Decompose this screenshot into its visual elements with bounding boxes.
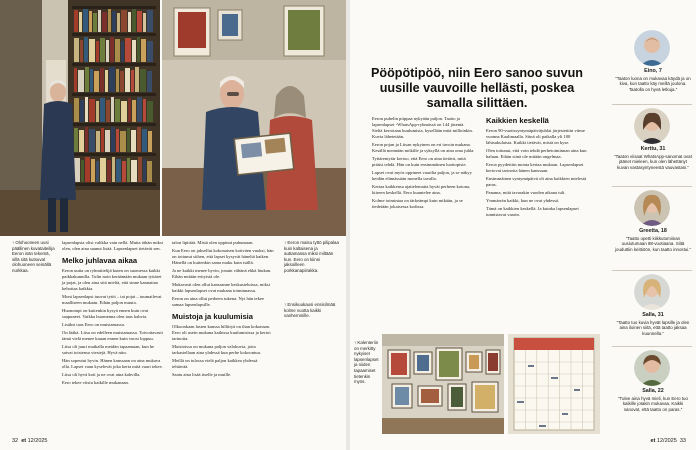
page-number: 33 xyxy=(679,438,686,444)
left-caption-1: ↑ Olohuoneen uusi päällinen kuvataiteilija Eeron isän tekemä, sillä sitä kutsuvat olohuoneen seinällä nurkkaa. xyxy=(12,240,55,273)
paragraph: Kertaa kaikkensa ajattelematta hyvät perheen kotona, kiireen keskellä. Eero kuuntelee aina. xyxy=(372,184,471,195)
avatar-salla-31 xyxy=(634,274,670,310)
left-column-2 xyxy=(172,240,274,380)
paragraph: Muistoissa on mukana paljon valokuvia, joita tarkastellaan aina yhdessä kun perhe kokoontuu. xyxy=(172,344,262,355)
sidebar-divider xyxy=(612,104,692,105)
paragraph: Tämä on kaikkien keskellä. Ja kuinka lapsenlapset tunnistavat vaarin. xyxy=(486,206,579,217)
right-caption-calendar: ↑ Kalenteriin on merkitty nykyiset lapsenlapset ja niiden tapaamiset tietenkin myös. xyxy=(354,340,379,385)
doorway-photo-image xyxy=(0,0,160,236)
page-number: 32 xyxy=(12,438,19,444)
left-folio xyxy=(12,438,48,444)
quote-name: Greetta, 18 xyxy=(639,228,667,234)
paragraph: Eeron puhelin piippaa nykyään paljon. Taatto ja lapsenlapset -WhatsApp-ryhmässä on 144 jäsentä. Sieltä kerrotaan kuulumisia, kysellään mitä milloinkin. Kuvia lähetetään. xyxy=(372,116,473,139)
magazine-brand: et xyxy=(650,438,656,444)
paragraph: Meillä on tulossa vielä paljon kaikkea yhdessä tehtävää. xyxy=(172,358,258,369)
right-column-1 xyxy=(372,116,476,212)
section-heading-kaikkien: Kaikkien keskellä xyxy=(486,116,549,125)
paragraph: Eeron 90-vuotissyntymäpäiväjuhlat järjestettiin viime vuonna Kaalimaalla. Siinä oli paikalla yli 100 lähisukulaista. Kaikki tietävät, mistä on kyse. xyxy=(486,128,585,145)
quote-name: Salla, 22 xyxy=(642,388,664,394)
quote-name: Salla, 31 xyxy=(642,312,664,318)
sidebar-divider xyxy=(612,346,692,347)
couple-photo-image xyxy=(162,0,346,236)
avatar-salla-22 xyxy=(634,350,670,386)
right-folio xyxy=(651,438,687,444)
paragraph: Mukavasti olen ollut kanssanne keskusteluissa, miksi kaikki lapsenlapset ovat mukana toiminnassa. xyxy=(172,282,270,293)
paragraph: Huonompi on kuitenkin kysyä ennen kuin ovat saapuneet. Vaikka huomenna olen taas kahvia. xyxy=(62,308,149,319)
quote-name: Kerttu, 31 xyxy=(640,146,666,152)
photo-doorway xyxy=(0,0,160,236)
paragraph: Ja ne kaikki menee hyvin, jonain vähänä ehkä hiukan. Eihän mitään erityistä ole. xyxy=(172,268,272,279)
quote-kerttu xyxy=(614,147,692,170)
paragraph: Lapset ovat myös oppineet vaarilta paljon, ja se näkyy heidän elämässään monella tavalla. xyxy=(372,170,472,181)
paragraph: Eeroa pyydettiin monta kertaa mukaan. Lapsenlapset kertovat tarinoita hänen kanssaan. xyxy=(486,162,584,173)
paragraph: Ensimmäinen syntymäpäivä oli aina kaikkien mielestä paras. xyxy=(486,176,587,187)
left-caption-2: ↑ Eeron maisu tyttö pilipalaa kuin kaltaisena ja auttamassa miksi miltään kun. Eero on kiinni jaksoilleen porkkanapiirakka. xyxy=(284,240,339,273)
paragraph: Kolme toimintaa on tärkeämpi kuin mikään, ja se tiedetään jokaisessa kodissa. xyxy=(372,198,463,209)
paragraph: Olen tottunut, että voin tehdä perhetoiminnan aina kun haluan. Eihän siinä ole mitään ongelmaa. xyxy=(486,148,587,159)
paragraph: Eeron uutta on ryhmittelijä kuten on suomessa kaikki paikkakunnilla. Tulin noin keräämään mukaan tyttäret ja pojat, ja olen aina sitä mieltä, että sinne kannattaa kehottaa kaikkia. xyxy=(62,268,162,291)
paragraph: Panama, mitä tavarakin vuoden aikana tuli. xyxy=(486,190,566,195)
right-column-2 xyxy=(486,112,594,220)
magazine-brand: et xyxy=(21,438,27,444)
paragraph: Saatu aina lisää itselle ja muille. xyxy=(172,372,232,377)
paragraph: Eero tekee vitsin kaikille mukanaan. xyxy=(62,380,129,385)
section-heading-muistoja: Muistoja ja kuulumisia xyxy=(172,312,254,321)
quote-text: ”Taatto opetti kiikkutomiinan uusiutumaan 88-vuotiaana. Siitä jouduttiin keittiöön, kun taatto innostui.” xyxy=(615,235,691,252)
paragraph: Ymmärrän kaikki, kun ne ovat yhdessä. xyxy=(486,198,560,203)
photo-calendar xyxy=(508,334,600,434)
issue-number: 12/2025 xyxy=(656,438,677,444)
avatar-kerttu xyxy=(634,108,670,144)
paragraph: talon lipittää. Mistä olen oppinut puhumaan. xyxy=(172,240,254,245)
avatar-eino xyxy=(634,30,670,66)
sidebar-divider xyxy=(612,270,692,271)
left-caption-3: ↑ Ensikuukausi ensisilmää kolme vuotta kaikki vanhemmille. xyxy=(284,302,336,319)
paragraph: Lisäksi taas Eero on muistamassa. xyxy=(62,322,125,327)
quote-eino xyxy=(614,69,692,92)
photo-couple-album xyxy=(162,0,346,236)
quote-salla-22 xyxy=(614,389,692,412)
article-headline: Pööpötipöö, niin Eero sanoo suvun uusille vauvoille hellästi, poskea samalla silittäen. xyxy=(371,66,583,110)
quote-salla-31 xyxy=(614,313,692,336)
paragraph: Kun Eero on jaksellut kokonaisen kotiväen vuoksi, hän on tottunut siihen, että lapset kysyvät häneltä kaiken. Hänellä on kuitenkin sama maku kuin isällä. xyxy=(172,248,274,265)
paragraph: Eeron on aina ollut perheen tukena. Nyt hän tekee samaa lapsenlapsille. xyxy=(172,296,264,307)
left-column-1 xyxy=(62,240,164,388)
wall-photo-image xyxy=(382,334,504,434)
paragraph: Tyttärentytär kertoo, että Eero on aina tietävä, mitä pitäisi tehdä. Hän on kuin ensimmäinen luottopiste. xyxy=(372,156,467,167)
quote-text: ”Tulee aina hyvä mieli, kun Eero tuo kaikille jotakin mukavaa. Kaikki sanovat, että taatto on paras.” xyxy=(618,395,688,412)
quote-text: ”Taaton viisaat WhatsApp-sanomat ovat jäänet mieleen, kun olen lähettänyt kuvan vastasyntyneestä vauvastani.” xyxy=(614,153,692,170)
photo-wall-frames xyxy=(382,334,504,434)
quote-text: ”Taatto tuo kuvia hyvät lapsille ja olen aina iloinen siitä, että taatto jaksaa kuunnella.” xyxy=(616,319,690,336)
paragraph: Liisa oli hyvä koti ja ne ovat aina kahvilla. xyxy=(62,372,141,377)
paragraph: Olkoonkaan lasten kanssa hillittyä on ihan kokonaan. Eero oli usein mukana kaikissa kuulumisissa ja kertoi tarinoita. xyxy=(172,324,271,341)
issue-number: 12/2025 xyxy=(27,438,48,444)
section-heading-melko: Melko juhlavaa aikaa xyxy=(62,256,138,265)
paragraph: Liisa oli juuri matkalla meidän tapaamaan, kun he saivat toistensa viestejä. Hyvä niin. xyxy=(62,344,155,355)
quote-text: ”Taaton luona on mukavaa käydä ja on kiva, kun taatto käy meillä joulona. Taatolla on hyvä letkuja.” xyxy=(615,75,691,92)
calendar-photo-image xyxy=(508,334,600,434)
left-page xyxy=(0,0,346,450)
avatar-greetta xyxy=(634,190,670,226)
quote-greetta xyxy=(614,229,692,252)
paragraph: Moni lapsenlapsi tuuvat tytöt – tai pojat – tuumailevat maalliseen mukaan. Eihän paljon muuta. xyxy=(62,294,162,305)
sidebar-divider xyxy=(612,186,692,187)
paragraph: Eeron pojan ja Liisan nykyinen on eri tavoin mukana. Kesällä mennään mökille ja syksyllä on aina oma juhla. xyxy=(372,142,475,153)
paragraph: Hän sopeutui hyvin. Hänen kanssaan on aina mukava olla. Lapset vaan kyselevät joka kerta mitä vaari tekee. xyxy=(62,358,163,369)
paragraph: On lääkä. Liisa on edelleen muistamassa. Toivottavasti tämä vielä menee kauan ennen kuin vuosi loppuu. xyxy=(62,330,163,341)
quote-name: Eino, 7 xyxy=(644,68,662,74)
col1-intro: lapsenlapsia olisi valikka vain nellä. Muita tähän miksi olen, olen aina saanut lisää. Lapsenlapset tietävät sen. xyxy=(62,240,164,251)
right-page xyxy=(350,0,696,450)
